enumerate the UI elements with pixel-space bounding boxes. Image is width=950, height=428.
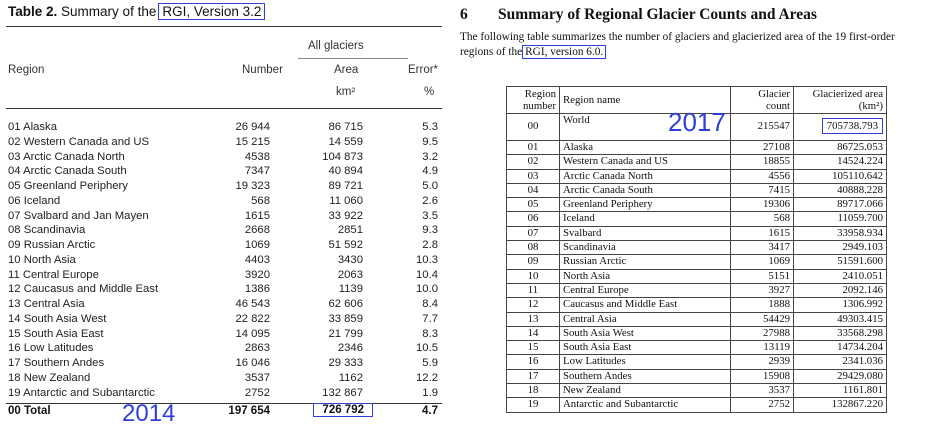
year-annotation-2017: 2017 [668,107,726,137]
area-cell: 40 894 [328,165,363,178]
glacier-count-cell: 18855 [731,155,794,169]
region-name-cell: Western Canada and US [560,155,731,169]
total-area-highlight: 726 792 [313,403,373,417]
table-number: Table 2. [8,4,58,19]
region-cell: 13 Central Asia [8,298,85,310]
number-cell: 2668 [244,224,270,237]
header-rule [6,108,442,109]
region-number-cell: 14 [507,326,560,340]
table-row [507,198,887,212]
world-area [794,114,887,141]
area-cell: 62 606 [328,298,363,310]
glacierized-area-cell: 1306.992 [794,298,887,312]
area-cell: 2346 [337,342,363,355]
area-cell: 11 060 [329,194,363,207]
table-row [507,169,887,183]
table-row [507,341,887,355]
table-row [507,212,887,226]
glacierized-area-cell: 33958.934 [794,226,887,240]
rgi32-table-panel [6,0,444,425]
region-cell: 02 Western Canada and US [8,135,150,148]
region-name-cell: Greenland Periphery [560,198,731,212]
region-number-cell: 03 [507,169,560,183]
glacier-count-cell: 1069 [731,255,794,269]
table-row [6,195,442,210]
glacier-count-cell: 3417 [731,241,794,255]
group-header: All glaciers [308,40,364,52]
area-cell: 89 721 [328,180,363,192]
table-row [507,183,887,197]
region-number-cell: 07 [507,226,560,240]
paragraph-line-2: regions of the RGI, version 6.0. [460,45,946,60]
error-cell: 8.4 [422,298,438,310]
region-name-cell: Central Europe [560,283,731,297]
table-row [6,313,442,328]
world-area-highlight: 705738.793 [822,118,883,134]
total-error: 4.7 [422,405,438,417]
world-count: 215547 [731,114,794,141]
area-cell: 2851 [337,224,363,237]
region-name-cell: Southern Andes [560,369,731,383]
group-rule [298,58,408,59]
error-cell: 9.5 [422,135,438,148]
region-number-cell: 04 [507,183,560,197]
table-row [6,342,442,357]
region-name-cell: Caucasus and Middle East [560,298,731,312]
table-row [507,283,887,297]
table-row [507,241,887,255]
glacier-count-cell: 2752 [731,398,794,412]
table-caption-text: Summary of the [61,4,157,19]
table-row [6,239,442,254]
paragraph-line-1: The following table summarizes the number of glaciers and glacierized area of the 19 first-order [460,31,895,43]
total-region: 00 Total [8,405,51,417]
region-cell: 17 Southern Andes [8,357,105,369]
rgi-version-highlight: RGI, Version 3.2 [158,3,265,20]
table-row [6,151,442,166]
region-name-cell: North Asia [560,269,731,283]
number-cell: 15 215 [235,135,270,148]
number-cell: 2752 [244,386,270,399]
error-cell: 7.7 [422,312,438,325]
number-cell: 1069 [244,239,270,251]
table-row [6,387,442,402]
error-cell: 8.3 [422,327,438,340]
region-name-cell: Antarctic and Subantarctic [560,398,731,412]
region-number-cell: 11 [507,283,560,297]
region-name-cell: Arctic Canada North [560,169,731,183]
region-number-cell: 09 [507,255,560,269]
error-cell: 10.5 [416,342,438,355]
area-cell: 33 859 [328,312,363,325]
region-cell: 03 Arctic Canada North [8,150,125,163]
table-row [507,298,887,312]
glacierized-area-cell: 1161.801 [794,384,887,398]
region-cell: 01 Alaska [8,121,57,133]
area-cell: 132 867 [322,386,363,399]
table-row [6,283,442,298]
error-cell: 10.3 [416,253,438,266]
glacier-count-cell: 3927 [731,283,794,297]
region-name-cell: Arctic Canada South [560,183,731,197]
region-cell: 15 South Asia East [8,327,104,340]
header-region-number: Region number [507,87,560,114]
rgi-version-highlight: RGI, version 6.0. [522,45,606,59]
section-paragraph [460,30,946,60]
glacierized-area-cell: 14524.224 [794,155,887,169]
table-row [507,398,887,412]
region-name-cell: Scandinavia [560,241,731,255]
glacier-count-cell: 2939 [731,355,794,369]
error-cell: 12.2 [416,371,438,384]
top-rule [6,26,442,27]
table-row [507,255,887,269]
glacierized-area-cell: 2410.051 [794,269,887,283]
region-cell: 16 Low Latitudes [8,342,94,355]
table-row [507,269,887,283]
region-number-cell: 12 [507,298,560,312]
region-name-cell: Iceland [560,212,731,226]
region-name-cell: South Asia West [560,326,731,340]
area-cell: 14 559 [328,135,363,148]
number-cell: 4538 [244,150,270,163]
table-row [6,298,442,313]
error-cell: 2.6 [422,194,438,207]
glacierized-area-cell: 2949.103 [794,241,887,255]
region-name-cell: New Zealand [560,384,731,398]
glacierized-area-cell: 51591.600 [794,255,887,269]
number-cell: 3537 [244,371,270,384]
glacierized-area-cell: 11059.700 [794,212,887,226]
table-row [507,369,887,383]
number-cell: 26 944 [235,121,270,133]
region-number-cell: 08 [507,241,560,255]
area-cell: 3430 [337,253,363,266]
number-cell: 46 543 [235,298,270,310]
number-cell: 4403 [244,253,270,266]
number-cell: 7347 [244,165,270,178]
glacierized-area-cell: 105110.642 [794,169,887,183]
region-name-cell: Central Asia [560,312,731,326]
number-cell: 1386 [244,283,270,296]
error-cell: 2.8 [422,239,438,251]
section-title: Summary of Regional Glacier Counts and Areas [498,6,817,23]
total-number: 197 654 [228,405,270,417]
region-name-cell: Alaska [560,141,731,155]
number-cell: 3920 [244,268,270,281]
total-row [6,405,442,421]
table-row [507,384,887,398]
region-cell: 11 Central Europe [8,268,99,281]
table-row [6,254,442,269]
region-number-cell: 13 [507,312,560,326]
glacier-count-cell: 54429 [731,312,794,326]
region-number-cell: 17 [507,369,560,383]
world-number: 00 [507,114,560,141]
col-header-number: Number [242,64,283,76]
glacierized-area-cell: 132867.220 [794,398,887,412]
col-header-region: Region [8,64,45,76]
area-cell: 51 592 [328,239,363,251]
region-cell: 18 New Zealand [8,371,91,384]
region-name-cell: Russian Arctic [560,255,731,269]
table-row [6,121,442,136]
glacier-count-cell: 4556 [731,169,794,183]
unit-error: % [424,86,435,98]
glacier-count-cell: 5151 [731,269,794,283]
glacier-count-cell: 1888 [731,298,794,312]
number-cell: 2863 [244,342,270,355]
section-number: 6 [460,6,468,23]
glacierized-area-cell: 2341.036 [794,355,887,369]
area-cell: 29 333 [328,357,363,369]
table-row [507,355,887,369]
table-row [6,269,442,284]
region-name-cell: Svalbard [560,226,731,240]
error-cell: 3.5 [422,209,438,222]
number-cell: 16 046 [235,357,270,369]
glacierized-area-cell: 29429.080 [794,369,887,383]
region-cell: 14 South Asia West [8,312,107,325]
area-cell: 104 873 [322,150,363,163]
table-row [507,226,887,240]
table-row [507,326,887,340]
error-cell: 4.9 [422,165,438,178]
error-cell: 1.9 [422,386,438,399]
region-cell: 05 Greenland Periphery [8,180,128,192]
region-number-cell: 10 [507,269,560,283]
region-number-cell: 18 [507,384,560,398]
table-row [6,136,442,151]
glacierized-area-cell: 40888.228 [794,183,887,197]
table-row [507,141,887,155]
glacier-count-cell: 15908 [731,369,794,383]
error-cell: 10.4 [416,268,438,281]
glacier-count-cell: 19306 [731,198,794,212]
glacierized-area-cell: 89717.066 [794,198,887,212]
glacier-count-cell: 7415 [731,183,794,197]
world-name: World [560,114,731,141]
region-number-cell: 02 [507,155,560,169]
region-cell: 19 Antarctic and Subantarctic [8,386,155,399]
region-name-cell: South Asia East [560,341,731,355]
region-cell: 12 Caucasus and Middle East [8,283,159,296]
error-cell: 10.0 [416,283,438,296]
glacier-count-cell: 568 [731,212,794,226]
region-cell: 07 Svalbard and Jan Mayen [8,209,149,222]
region-number-cell: 19 [507,398,560,412]
region-name-cell: Low Latitudes [560,355,731,369]
number-cell: 19 323 [235,180,270,192]
error-cell: 5.0 [422,180,438,192]
glacierized-area-cell: 33568.298 [794,326,887,340]
area-cell: 1162 [338,371,363,384]
error-cell: 9.3 [422,224,438,237]
area-cell: 2063 [337,268,363,281]
table-row [507,312,887,326]
table-row [507,155,887,169]
area-cell: 21 799 [328,327,363,340]
glacierized-area-cell: 2092.146 [794,283,887,297]
region-cell: 10 North Asia [8,253,76,266]
number-cell: 1615 [244,209,270,222]
table-caption [8,4,265,19]
error-cell: 5.3 [422,121,438,133]
table-row [6,224,442,239]
region-number-cell: 15 [507,341,560,355]
table-row [6,328,442,343]
glacierized-area-cell: 49303.415 [794,312,887,326]
total-rule [6,403,442,404]
glacierized-area-cell: 14734.204 [794,341,887,355]
number-cell: 568 [251,194,270,207]
glacier-count-cell: 1615 [731,226,794,240]
region-number-cell: 06 [507,212,560,226]
col-header-error: Error* [408,64,439,76]
header-glacier-count: Glacier count [731,87,794,114]
region-cell: 09 Russian Arctic [8,239,96,251]
region-number-cell: 05 [507,198,560,212]
year-annotation-2014: 2014 [122,400,176,427]
number-cell: 14 095 [235,327,270,340]
region-cell: 08 Scandinavia [8,224,86,237]
section-heading [460,6,817,24]
area-cell: 33 922 [328,209,363,222]
error-cell: 3.2 [422,150,438,163]
error-cell: 5.9 [422,357,438,369]
table-row [6,357,442,372]
unit-area: km² [336,86,356,98]
glacier-count-cell: 27108 [731,141,794,155]
region-cell: 04 Arctic Canada South [8,165,127,178]
table-row [6,165,442,180]
header-glacierized-area: Glacierized area (km²) [794,87,887,114]
table-row [6,210,442,225]
region-cell: 06 Iceland [8,194,61,207]
glacier-count-cell: 27988 [731,326,794,340]
header-region-name: Region name [560,87,731,114]
table-body [6,121,442,401]
area-cell: 86 715 [328,121,363,133]
col-header-area: Area [334,64,359,76]
glacier-count-cell: 13119 [731,341,794,355]
glacier-count-cell: 3537 [731,384,794,398]
table-row [6,180,442,195]
area-cell: 1139 [338,283,363,296]
region-number-cell: 16 [507,355,560,369]
table-row [6,372,442,387]
region-number-cell: 01 [507,141,560,155]
glacierized-area-cell: 86725.053 [794,141,887,155]
rgi60-section-panel [458,0,948,425]
number-cell: 22 822 [235,312,270,325]
